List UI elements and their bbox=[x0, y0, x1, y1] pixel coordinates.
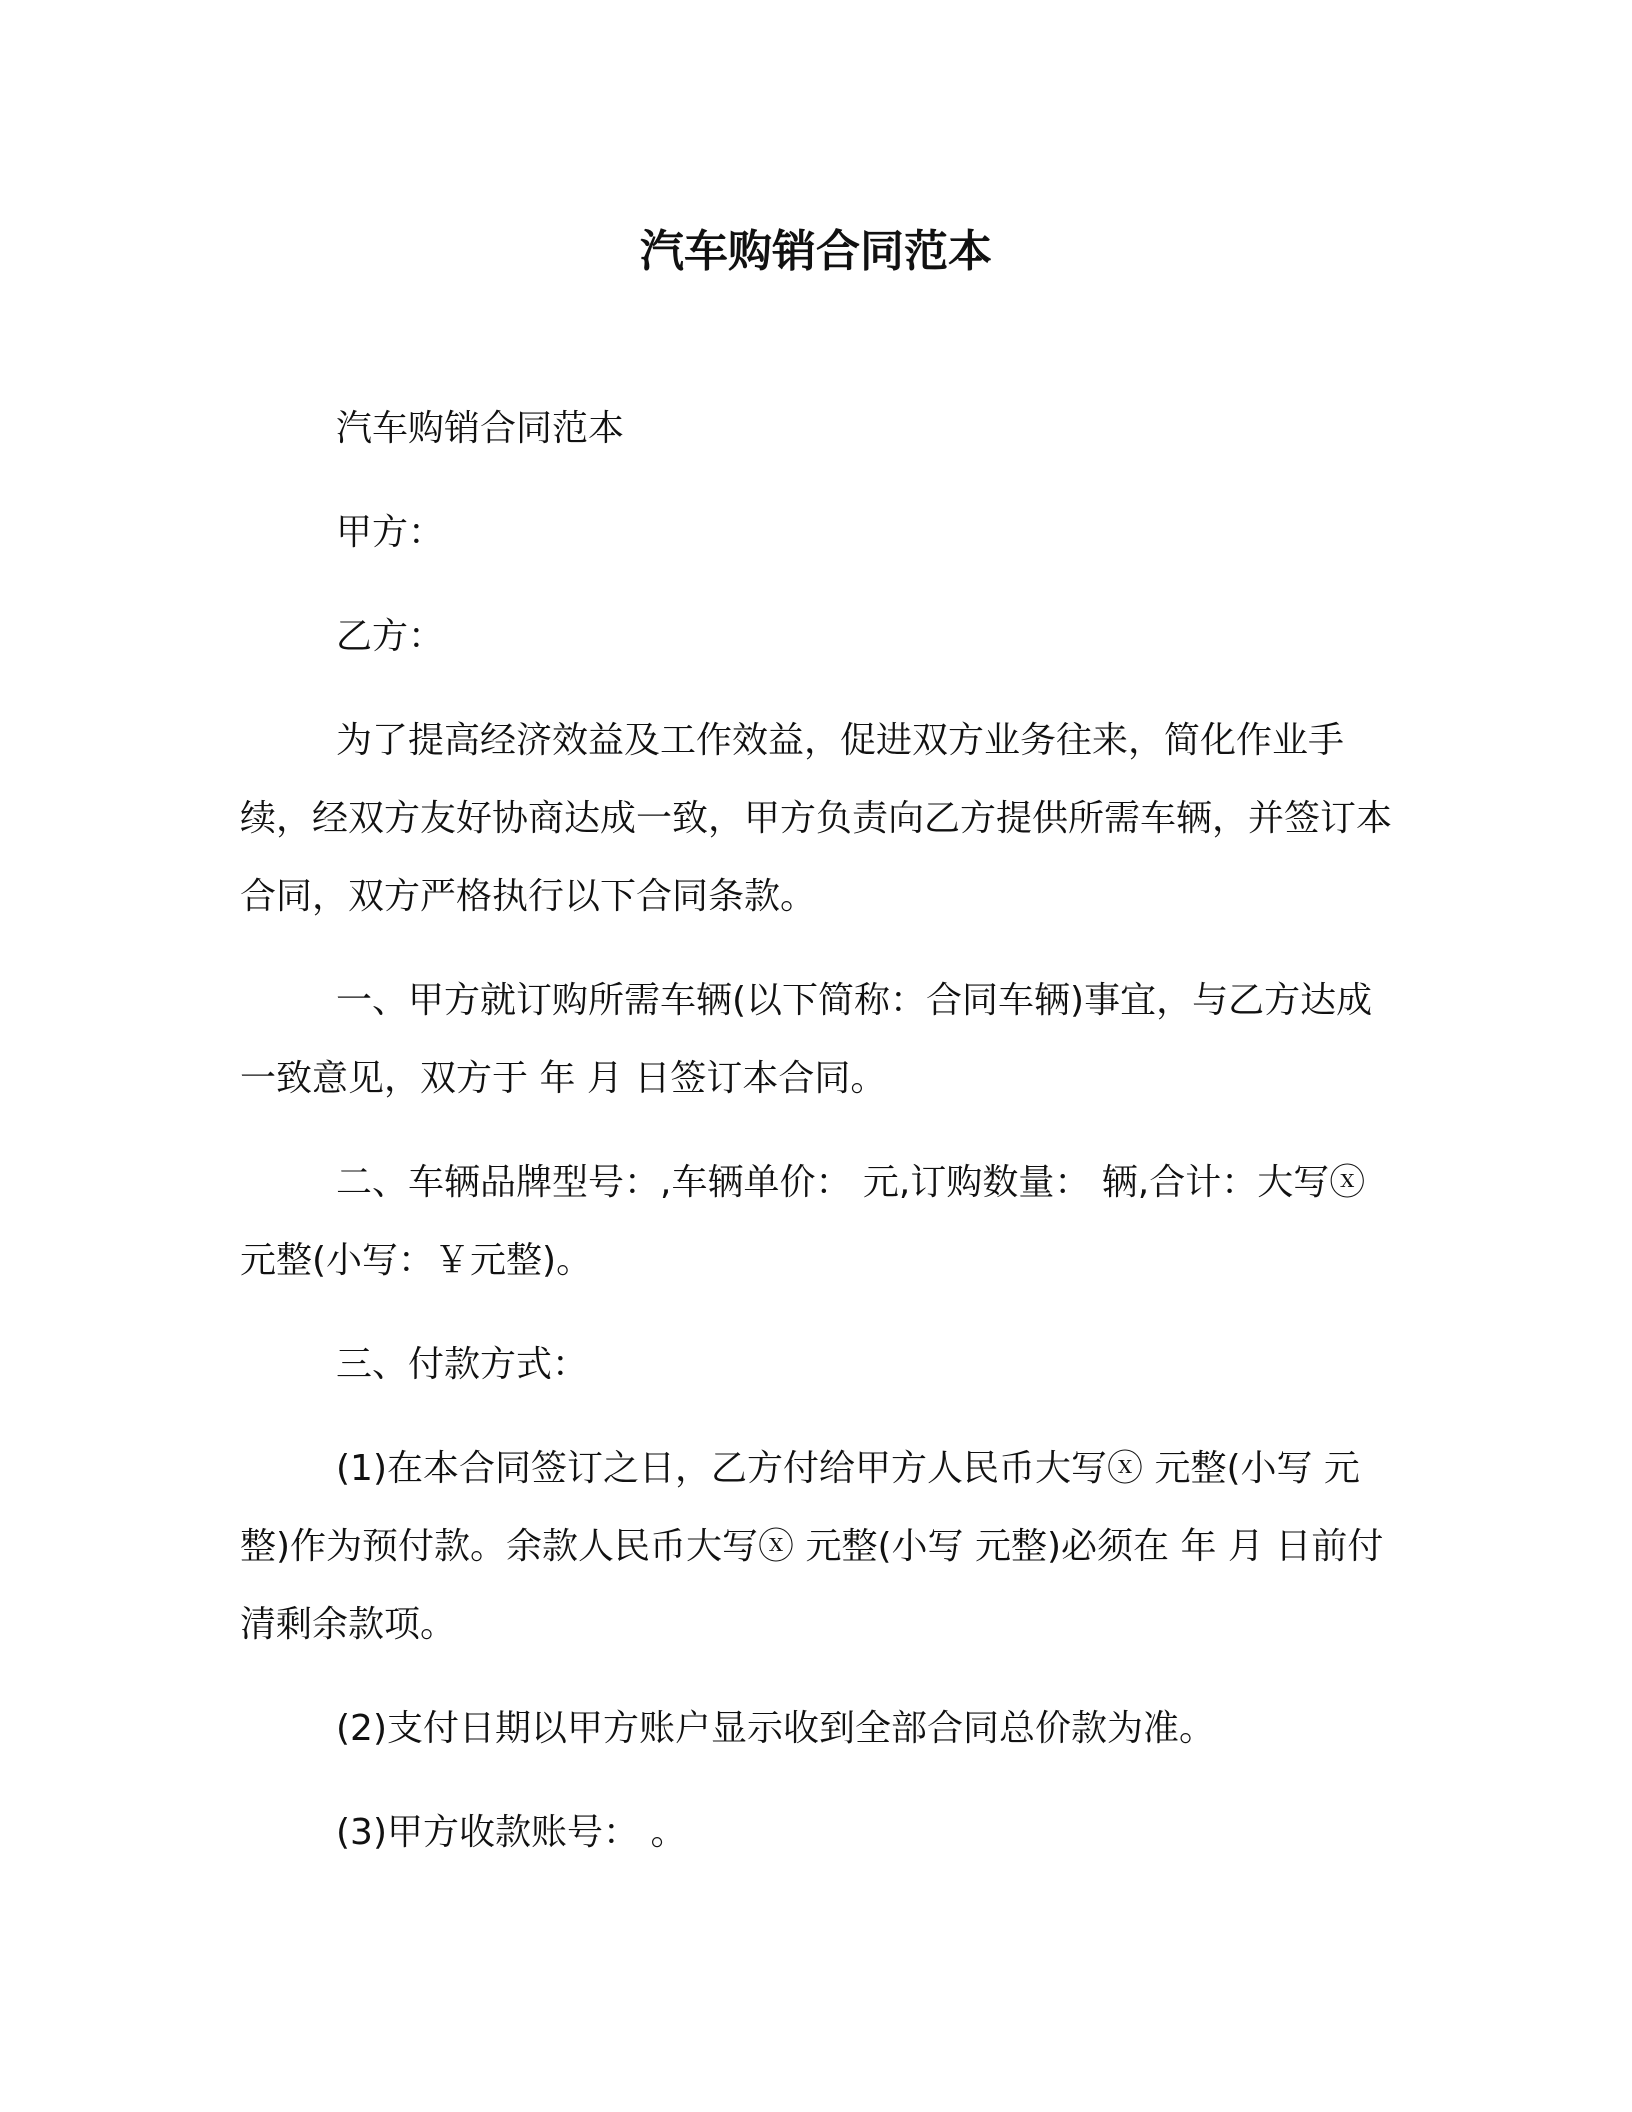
paragraph-clause-2: 二、车辆品牌型号：,车辆单价： 元,订购数量： 辆,合计：大写ⓧ 元整(小写：￥元整)。 bbox=[240, 1162, 1366, 1281]
paragraph-clause-3-heading: 三、付款方式： bbox=[336, 1344, 589, 1385]
paragraph-clause-3-item-1: (1)在本合同签订之日，乙方付给甲方人民币大写ⓧ 元整(小写 元整)作为预付款。余款人民币大写ⓧ 元整(小写 元整)必须在 年 月 日前付清剩余款项。 bbox=[240, 1448, 1384, 1645]
document-body bbox=[240, 390, 1392, 1898]
document-title: 汽车购销合同范本 bbox=[640, 226, 992, 277]
paragraph-clause-1: 一、甲方就订购所需车辆(以下简称：合同车辆)事宜，与乙方达成一致意见，双方于 年 月 日签订本合同。 bbox=[240, 980, 1373, 1099]
paragraph-preamble: 为了提高经济效益及工作效益，促进双方业务往来，简化作业手续，经双方友好协商达成一致，甲方负责向乙方提供所需车辆，并签订本合同，双方严格执行以下合同条款。 bbox=[240, 720, 1393, 917]
paragraph-party-a: 甲方： bbox=[336, 512, 445, 553]
paragraph-heading: 汽车购销合同范本 bbox=[336, 408, 625, 449]
paragraph-clause-3-item-2: (2)支付日期以甲方账户显示收到全部合同总价款为准。 bbox=[336, 1708, 1215, 1749]
paragraph-clause-3-item-3: (3)甲方收款账号： 。 bbox=[336, 1812, 687, 1853]
paragraph-party-b: 乙方： bbox=[336, 616, 445, 657]
